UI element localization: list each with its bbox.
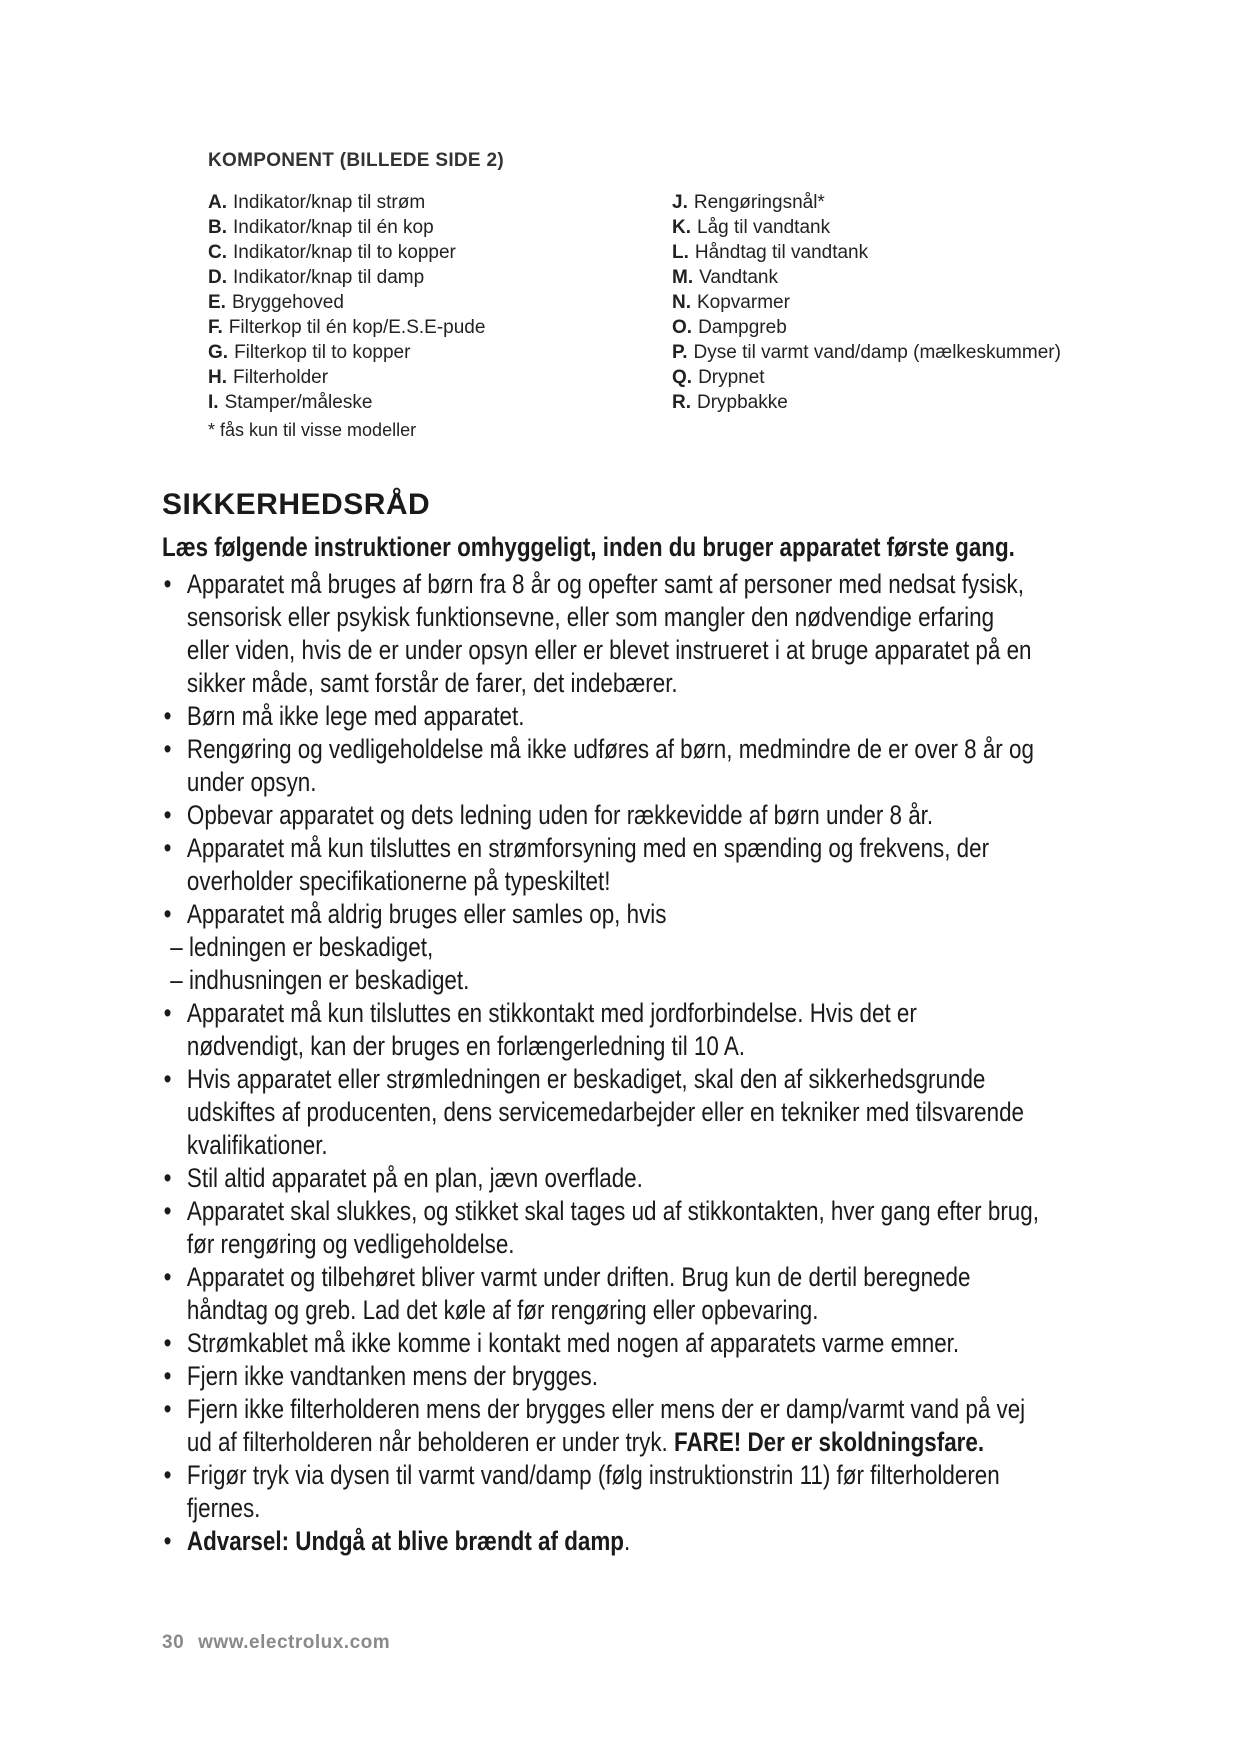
component-item — [672, 365, 1061, 390]
component-item — [672, 390, 1061, 415]
component-key: L. — [672, 242, 689, 263]
footer-url: www.electrolux.com — [198, 1632, 391, 1653]
component-text: Rengøringsnål* — [693, 192, 825, 213]
component-text: Dampgreb — [698, 317, 787, 338]
component-text: Kopvarmer — [697, 292, 790, 313]
safety-rule-line: sikker måde, samt forstår de farer, det indebærer. — [186, 668, 678, 698]
safety-rule-line: overholder specifikationerne på typeskiltet! — [186, 866, 611, 896]
component-text: Håndtag til vandtank — [694, 242, 869, 263]
component-key: O. — [672, 317, 693, 338]
component-key: F. — [208, 317, 223, 338]
safety-rule-line: • Strømkablet må ikke komme i kontakt med nogen af apparatets varme emner. — [162, 1327, 992, 1360]
component-text: Indikator/knap til damp — [233, 267, 425, 288]
component-item — [672, 290, 1061, 315]
safety-rule-line: • Opbevar apparatet og dets ledning uden for rækkevidde af børn under 8 år. — [162, 799, 992, 832]
component-item — [672, 340, 1061, 365]
component-item — [672, 265, 1061, 290]
component-text: Vandtank — [699, 267, 778, 288]
component-text: Dyse til varmt vand/damp (mælkeskummer) — [693, 342, 1061, 363]
component-key: D. — [208, 267, 227, 288]
safety-rule-line: kvalifikationer. — [186, 1130, 328, 1160]
component-item — [208, 240, 485, 265]
safety-rule-line: før rengøring og vedligeholdelse. — [186, 1229, 515, 1259]
component-key: H. — [208, 367, 227, 388]
safety-rule-line: • Stil altid apparatet på en plan, jævn overflade. — [162, 1162, 992, 1195]
component-key: E. — [208, 292, 226, 313]
component-text: Låg til vandtank — [697, 217, 831, 238]
safety-rule-line: • Frigør tryk via dysen til varmt vand/damp (følg instruktionstrin 11) før filterholderen — [162, 1459, 992, 1492]
safety-rule-line: • Rengøring og vedligeholdelse må ikke udføres af børn, medmindre de er over 8 år og — [162, 733, 992, 766]
safety-rule-line — [162, 1525, 992, 1558]
component-text: Filterholder — [233, 367, 329, 388]
component-text: Indikator/knap til to kopper — [233, 242, 456, 263]
component-item — [208, 390, 485, 415]
warning-notice: Advarsel: Undgå at blive brændt af damp — [186, 1526, 624, 1556]
page-footer — [162, 1632, 390, 1654]
component-text: Filterkop til to kopper — [234, 342, 411, 363]
safety-rule-line: • Fjern ikke filterholderen mens der brygges eller mens der er damp/varmt vand på vej — [162, 1393, 992, 1426]
component-item — [672, 240, 1061, 265]
component-key: B. — [208, 217, 227, 238]
component-item — [208, 215, 485, 240]
warning-tail: . — [623, 1526, 631, 1556]
component-item — [208, 365, 485, 390]
safety-rule-text: ud af filterholderen når beholderen er under tryk. — [186, 1427, 668, 1457]
component-item — [672, 215, 1061, 240]
component-item — [208, 190, 485, 215]
safety-rule-line: • Apparatet må bruges af børn fra 8 år og opefter samt af personer med nedsat fysisk, — [162, 568, 992, 601]
component-text: Drypnet — [698, 367, 765, 388]
component-item — [208, 290, 485, 315]
component-item — [208, 265, 485, 290]
safety-rule-line: • Børn må ikke lege med apparatet. — [162, 700, 992, 733]
safety-rule-line: • Apparatet må kun tilsluttes en stikkontakt med jordforbindelse. Hvis det er — [162, 997, 992, 1030]
component-item — [208, 340, 485, 365]
safety-rule-subline: – indhusningen er beskadiget. — [170, 965, 470, 995]
safety-rule-line: • Apparatet må kun tilsluttes en strømforsyning med en spænding og frekvens, der — [162, 832, 992, 865]
component-item — [672, 190, 1061, 215]
component-key: P. — [672, 342, 688, 363]
safety-rule-line: udskiftes af producenten, dens servicemedarbejder eller en tekniker med tilsvarende — [186, 1097, 1024, 1127]
component-key: I. — [208, 392, 219, 413]
component-text: Filterkop til én kop/E.S.E-pude — [228, 317, 486, 338]
components-list-left — [208, 190, 485, 415]
component-text: Bryggehoved — [231, 292, 344, 313]
components-heading: KOMPONENT (BILLEDE SIDE 2) — [208, 150, 504, 171]
safety-rule-line: sensorisk eller psykisk funktionsevne, eller som mangler den nødvendige erfaring — [186, 602, 995, 632]
component-key: M. — [672, 267, 694, 288]
component-key: G. — [208, 342, 229, 363]
component-item — [672, 315, 1061, 340]
component-key: J. — [672, 192, 688, 213]
component-text: Stamper/måleske — [224, 392, 373, 413]
component-key: Q. — [672, 367, 693, 388]
component-text: Indikator/knap til strøm — [233, 192, 426, 213]
safety-rule-line: • Apparatet skal slukkes, og stikket skal tages ud af stikkontakten, hver gang efter brug, — [162, 1195, 992, 1228]
component-key: N. — [672, 292, 691, 313]
safety-rule-line: håndtag og greb. Lad det køle af før rengøring eller opbevaring. — [186, 1295, 819, 1325]
safety-rules-list — [162, 568, 1039, 1558]
component-key: C. — [208, 242, 227, 263]
safety-rule-line: nødvendigt, kan der bruges en forlængerledning til 10 A. — [186, 1031, 746, 1061]
safety-rule-line: • Apparatet og tilbehøret bliver varmt under driften. Brug kun de dertil beregnede — [162, 1261, 992, 1294]
components-list-right — [672, 190, 1061, 415]
component-item — [208, 315, 485, 340]
component-key: R. — [672, 392, 691, 413]
safety-rule-line: fjernes. — [186, 1493, 261, 1523]
component-text: Indikator/knap til én kop — [233, 217, 434, 238]
safety-rule-subline: – ledningen er beskadiget, — [170, 932, 434, 962]
safety-rule-line: • Fjern ikke vandtanken mens der brygges. — [162, 1360, 992, 1393]
component-key: A. — [208, 192, 227, 213]
safety-rule-line: under opsyn. — [186, 767, 317, 797]
component-key: K. — [672, 217, 691, 238]
safety-rule-line: • Apparatet må aldrig bruges eller samles op, hvis — [162, 898, 992, 931]
safety-rule-line — [162, 1426, 992, 1459]
safety-intro: Læs følgende instruktioner omhyggeligt, inden du bruger apparatet første gang. — [162, 532, 1015, 562]
safety-heading: SIKKERHEDSRÅD — [162, 488, 431, 521]
safety-rule-line: • Hvis apparatet eller strømledningen er beskadiget, skal den af sikkerhedsgrunde — [162, 1063, 992, 1096]
components-footnote: * fås kun til visse modeller — [208, 420, 417, 440]
danger-notice: FARE! Der er skoldningsfare. — [674, 1427, 985, 1457]
safety-rule-line: eller viden, hvis de er under opsyn eller er blevet instrueret i at bruge apparatet på en — [186, 635, 1032, 665]
component-text: Drypbakke — [697, 392, 788, 413]
page-number: 30 — [162, 1632, 185, 1653]
